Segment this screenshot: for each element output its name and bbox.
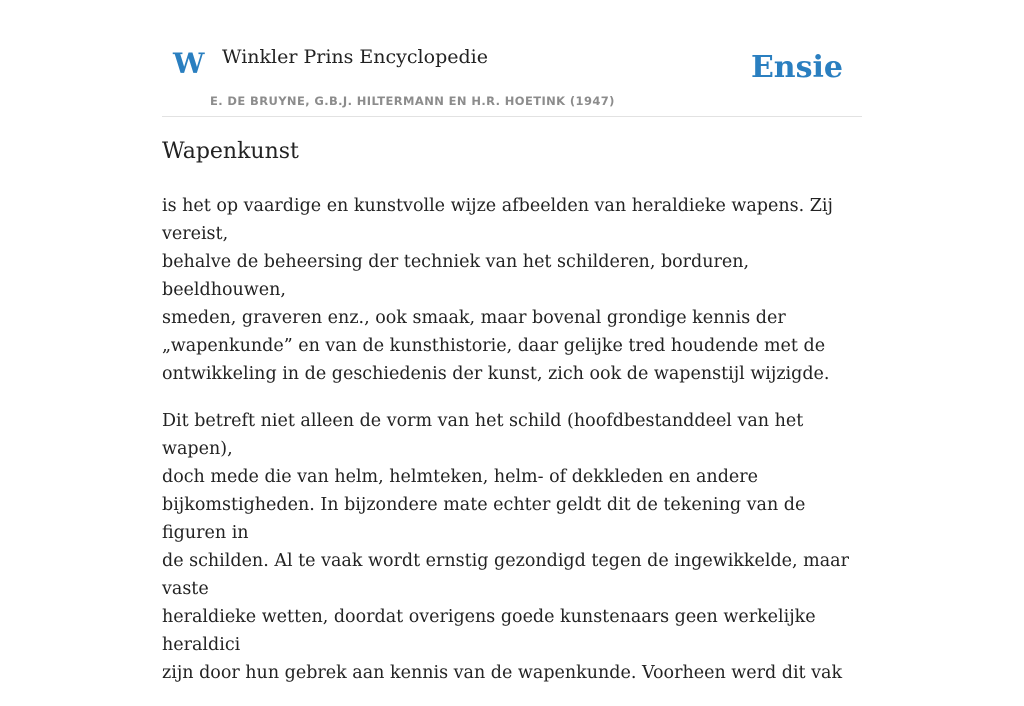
article-body <box>162 192 862 706</box>
text-line: bijkomstigheden. In bijzondere mate echter geldt dit de tekening van de figuren in <box>162 495 806 543</box>
text-line: smeden, graveren enz., ook smaak, maar bovenal grondige kennis der <box>162 308 786 328</box>
site-authors: E. DE BRUYNE, G.B.J. HILTERMANN EN H.R. HOETINK (1947) <box>210 94 615 108</box>
text-line: „wapenkunde” en van de kunsthistorie, daar gelijke tred houdende met de <box>162 336 826 356</box>
text-line: heraldieke wetten, doordat overigens goede kunstenaars geen werkelijke heraldici <box>162 607 816 655</box>
text-line: de schilden. Al te vaak wordt ernstig gezondigd tegen de ingewikkelde, maar vaste <box>162 551 849 599</box>
brand-logo[interactable]: Ensie <box>750 50 843 85</box>
article-title: Wapenkunst <box>162 139 299 164</box>
site-header <box>162 0 862 117</box>
text-line: doch mede die van helm, helmteken, helm- of dekkleden en andere <box>162 467 758 487</box>
text-line: is het op vaardige en kunstvolle wijze afbeelden van heraldieke wapens. Zij vereist, <box>162 196 833 244</box>
text-line: behalve de beheersing der techniek van het schilderen, borduren, beeldhouwen, <box>162 252 750 300</box>
article-paragraph <box>162 407 862 687</box>
article-paragraph <box>162 192 862 388</box>
site-title[interactable]: Winkler Prins Encyclopedie <box>222 46 488 68</box>
text-line: zijn door hun gebrek aan kennis van de wapenkunde. Voorheen werd dit vak <box>162 663 843 683</box>
text-line: Dit betreft niet alleen de vorm van het schild (hoofdbestanddeel van het wapen), <box>162 411 804 459</box>
text-line: ontwikkeling in de geschiedenis der kunst, zich ook de wapenstijl wijzigde. <box>162 364 830 384</box>
site-logo[interactable]: W <box>173 47 205 80</box>
